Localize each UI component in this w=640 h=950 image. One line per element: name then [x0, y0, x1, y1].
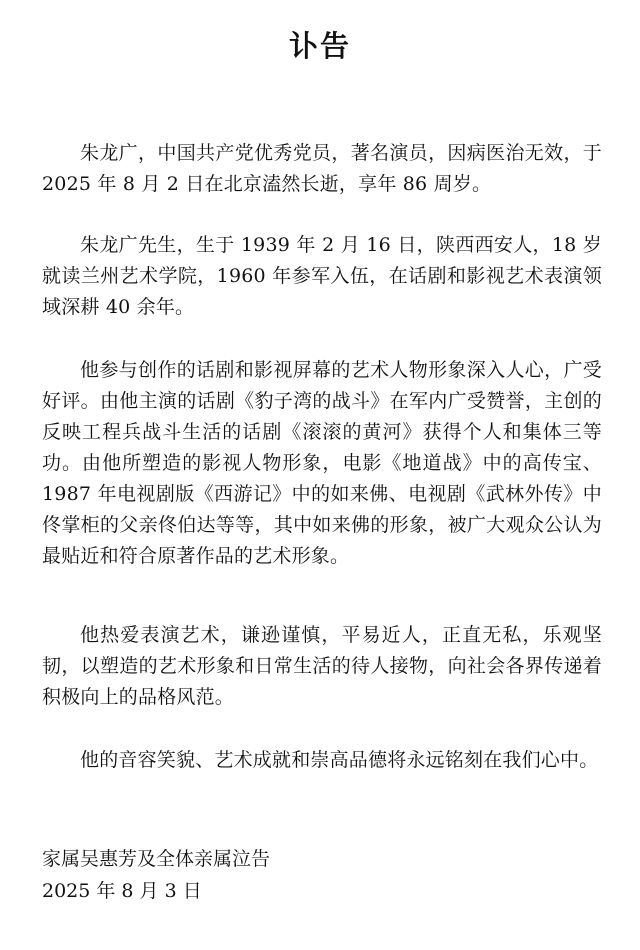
signature-date: 2025 年 8 月 3 日	[42, 880, 202, 902]
signature-block	[42, 843, 270, 907]
notice-title: 讣告	[288, 29, 351, 63]
paragraph-character: 他热爱表演艺术，谦逊谨慎，平易近人，正直无私，乐观坚韧，以塑造的艺术形象和日常生活的待人接物，向社会各界传递着积极向上的品格风范。	[42, 624, 602, 708]
paragraph-artistic-works: 他参与创作的话剧和影视屏幕的艺术人物形象深入人心，广受好评。由他主演的话剧《豹子湾的战斗》在军内广受赞誉，主创的反映工程兵战斗生活的话剧《滚滚的黄河》获得个人和集体三等功。由他所塑造的影视人物形象，电影《地道战》中的高传宝、1987 年电视剧版《西游记》中的如来佛、电视剧《武林外传》中佟掌柜的父亲佟伯达等等，其中如来佛的形象，被广大观众公认为最贴近和符合原著作品的艺术形象。	[42, 359, 602, 567]
paragraph-death-announcement: 朱龙广，中国共产党优秀党员，著名演员，因病医治无效，于 2025 年 8 月 2 日在北京溘然长逝，享年 86 周岁。	[42, 142, 602, 195]
paragraph-remembrance: 他的音容笑貌、艺术成就和崇高品德将永远铭刻在我们心中。	[80, 749, 599, 771]
signature-issuer: 家属吴惠芳及全体亲属泣告	[42, 848, 271, 870]
paragraph-biography: 朱龙广先生，生于 1939 年 2 月 16 日，陕西西安人，18 岁就读兰州艺术学院，1960 年参军入伍，在话剧和影视艺术表演领域深耕 40 余年。	[42, 234, 602, 318]
